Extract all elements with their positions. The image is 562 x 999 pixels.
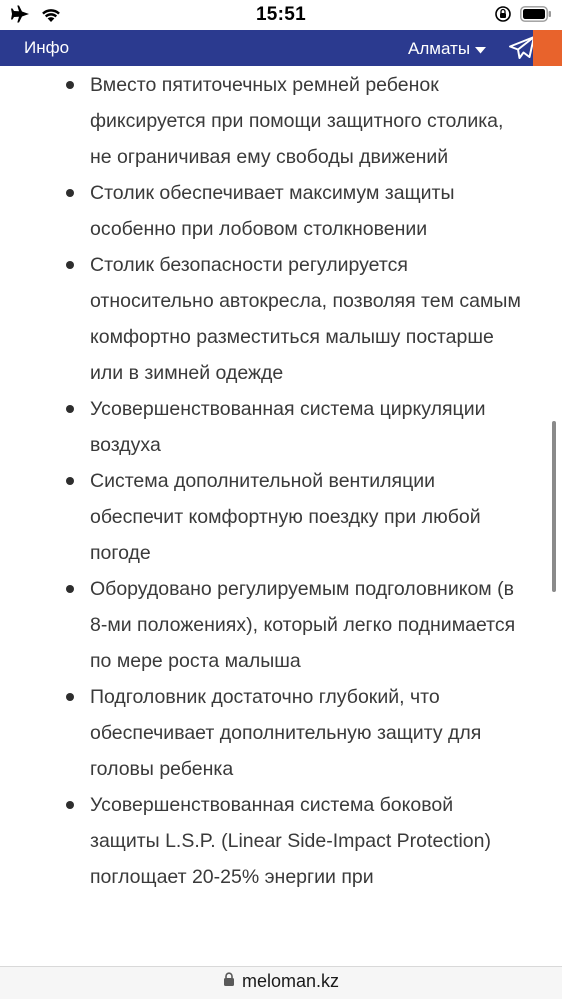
status-bar bbox=[0, 0, 562, 30]
feature-text: Вместо пятиточечных ремней ребенок фиксируется при помощи защитного столика, не ограничивая ему свободы движений bbox=[90, 74, 504, 168]
list-item bbox=[0, 679, 545, 787]
feature-text: Столик безопасности регулируется относительно автокресла, позволяя тем самым комфортно разместиться малышу постарше или в зимней одежде bbox=[90, 254, 521, 384]
bullet-icon bbox=[66, 405, 74, 413]
city-label: Алматы bbox=[408, 39, 471, 58]
feature-text: Усовершенствованная система боковой защиты L.S.P. (Linear Side-Impact Protection) поглощает 20-25% энергии при bbox=[90, 794, 491, 888]
url-text[interactable]: meloman.kz bbox=[241, 971, 340, 991]
address-inner bbox=[0, 971, 562, 992]
battery-icon bbox=[520, 6, 552, 27]
list-item bbox=[0, 463, 545, 571]
bullet-icon bbox=[66, 801, 74, 809]
feature-text: Усовершенствованная система циркуляции воздуха bbox=[90, 398, 486, 456]
address-bar[interactable] bbox=[0, 966, 562, 999]
list-item bbox=[0, 175, 545, 247]
list-item bbox=[0, 247, 545, 391]
nav-accent-block bbox=[533, 30, 562, 66]
list-item bbox=[0, 571, 545, 679]
bullet-icon bbox=[66, 81, 74, 89]
list-item bbox=[0, 391, 545, 463]
bullet-icon bbox=[66, 261, 74, 269]
status-time: 15:51 bbox=[255, 4, 307, 25]
product-description bbox=[0, 66, 562, 966]
list-item bbox=[0, 67, 545, 175]
feature-text: Столик обеспечивает максимум защиты особенно при лобовом столкновении bbox=[90, 182, 455, 240]
lock-icon bbox=[223, 972, 235, 992]
bullet-icon bbox=[66, 477, 74, 485]
bullet-icon bbox=[66, 693, 74, 701]
bullet-icon bbox=[66, 585, 74, 593]
feature-text: Оборудовано регулируемым подголовником (в 8-ми положениях), который легко поднимается по мере роста малыша bbox=[90, 578, 516, 672]
feature-text: Подголовник достаточно глубокий, что обеспечивает дополнительную защиту для головы ребенка bbox=[90, 686, 482, 780]
feature-text: Система дополнительной вентиляции обеспечит комфортную поездку при любой погоде bbox=[90, 470, 481, 564]
nav-info-link[interactable]: Инфо bbox=[24, 38, 70, 57]
caret-down-icon bbox=[475, 39, 486, 59]
rotation-lock-icon bbox=[494, 5, 512, 28]
list-item bbox=[0, 787, 545, 895]
nav-bar bbox=[0, 30, 562, 66]
bullet-icon bbox=[66, 189, 74, 197]
scrollbar[interactable] bbox=[552, 421, 556, 592]
feature-list bbox=[0, 67, 545, 895]
status-right bbox=[494, 5, 552, 28]
city-selector[interactable] bbox=[408, 39, 486, 59]
